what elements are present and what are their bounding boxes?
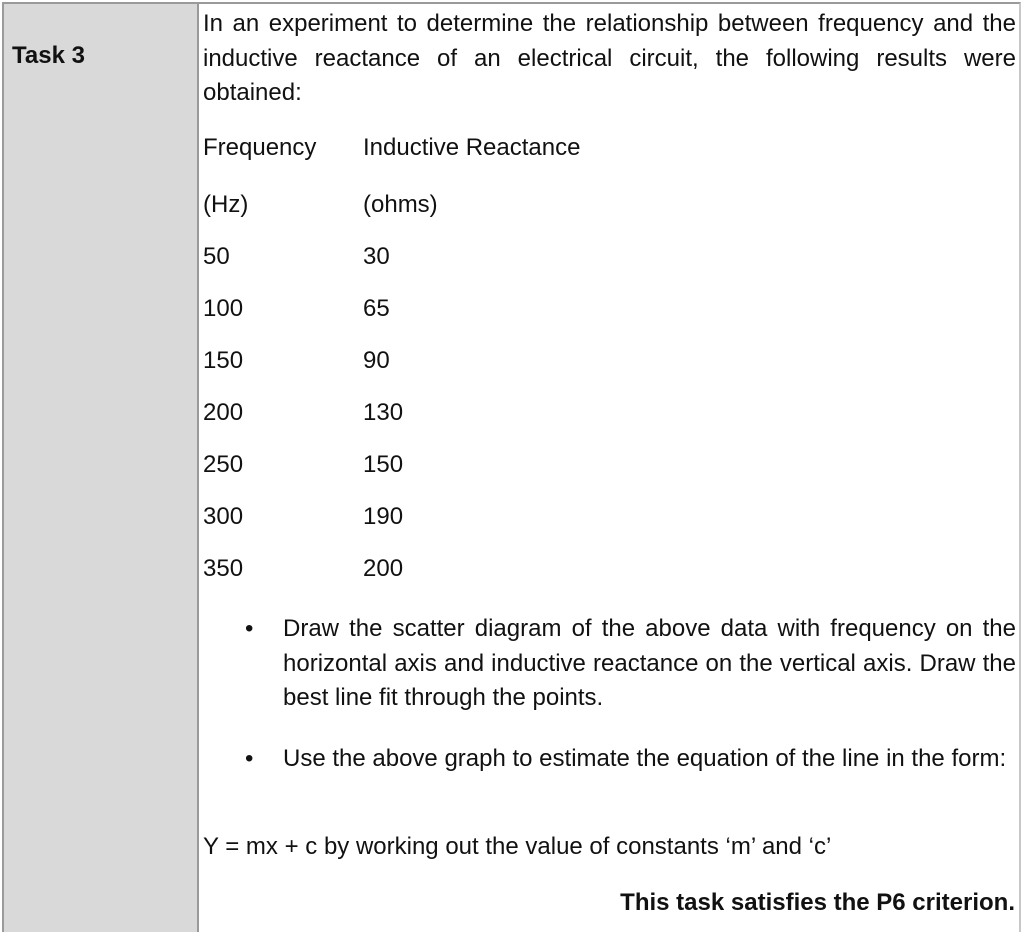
frequency-value: 200 [203,399,244,426]
bullet-icon: • [245,615,254,642]
table-row [203,396,763,448]
table-header-row [203,131,763,188]
table-units-row [203,188,763,240]
criterion-text: This task satisfies the P6 criterion. [620,889,1015,916]
intro-paragraph: In an experiment to determine the relationship between frequency and the inductive reactance of an electrical circuit, the following results were obtained: [203,10,1016,106]
frequency-value: 350 [203,555,244,582]
table-row [203,292,763,344]
column-header-frequency: Frequency [203,134,317,161]
table-row [203,240,763,292]
instruction-item [199,612,1016,716]
unit-frequency: (Hz) [203,191,249,218]
instruction-text: Draw the scatter diagram of the above data with frequency on the horizontal axis and inductive reactance on the vertical axis. Draw the best line fit through the points. [283,615,1016,711]
reactance-value: 130 [363,399,404,426]
bullet-icon: • [245,744,254,772]
table-row [203,500,763,552]
reactance-value: 200 [363,555,404,582]
reactance-value: 190 [363,503,404,530]
frequency-value: 250 [203,451,244,478]
results-table [203,131,763,604]
reactance-value: 90 [363,347,390,374]
reactance-value: 65 [363,295,390,322]
instruction-text: Use the above graph to estimate the equation of the line in the form: [283,744,1007,772]
task-content-cell [199,4,1019,932]
task-label: Task 3 [12,42,85,69]
task-table [2,2,1021,932]
reactance-value: 30 [363,243,390,270]
frequency-value: 300 [203,503,244,530]
reactance-value: 150 [363,451,404,478]
instruction-item [199,742,1016,777]
table-row [203,448,763,500]
table-row [203,552,763,604]
frequency-value: 100 [203,295,244,322]
instruction-list [199,612,1016,802]
unit-reactance: (ohms) [363,191,438,218]
task-label-cell [4,4,199,932]
frequency-value: 50 [203,243,230,270]
frequency-value: 150 [203,347,244,374]
column-header-reactance: Inductive Reactance [363,134,581,161]
table-row [203,344,763,396]
equation-text: Y = mx + c by working out the value of constants ‘m’ and ‘c’ [203,833,832,860]
